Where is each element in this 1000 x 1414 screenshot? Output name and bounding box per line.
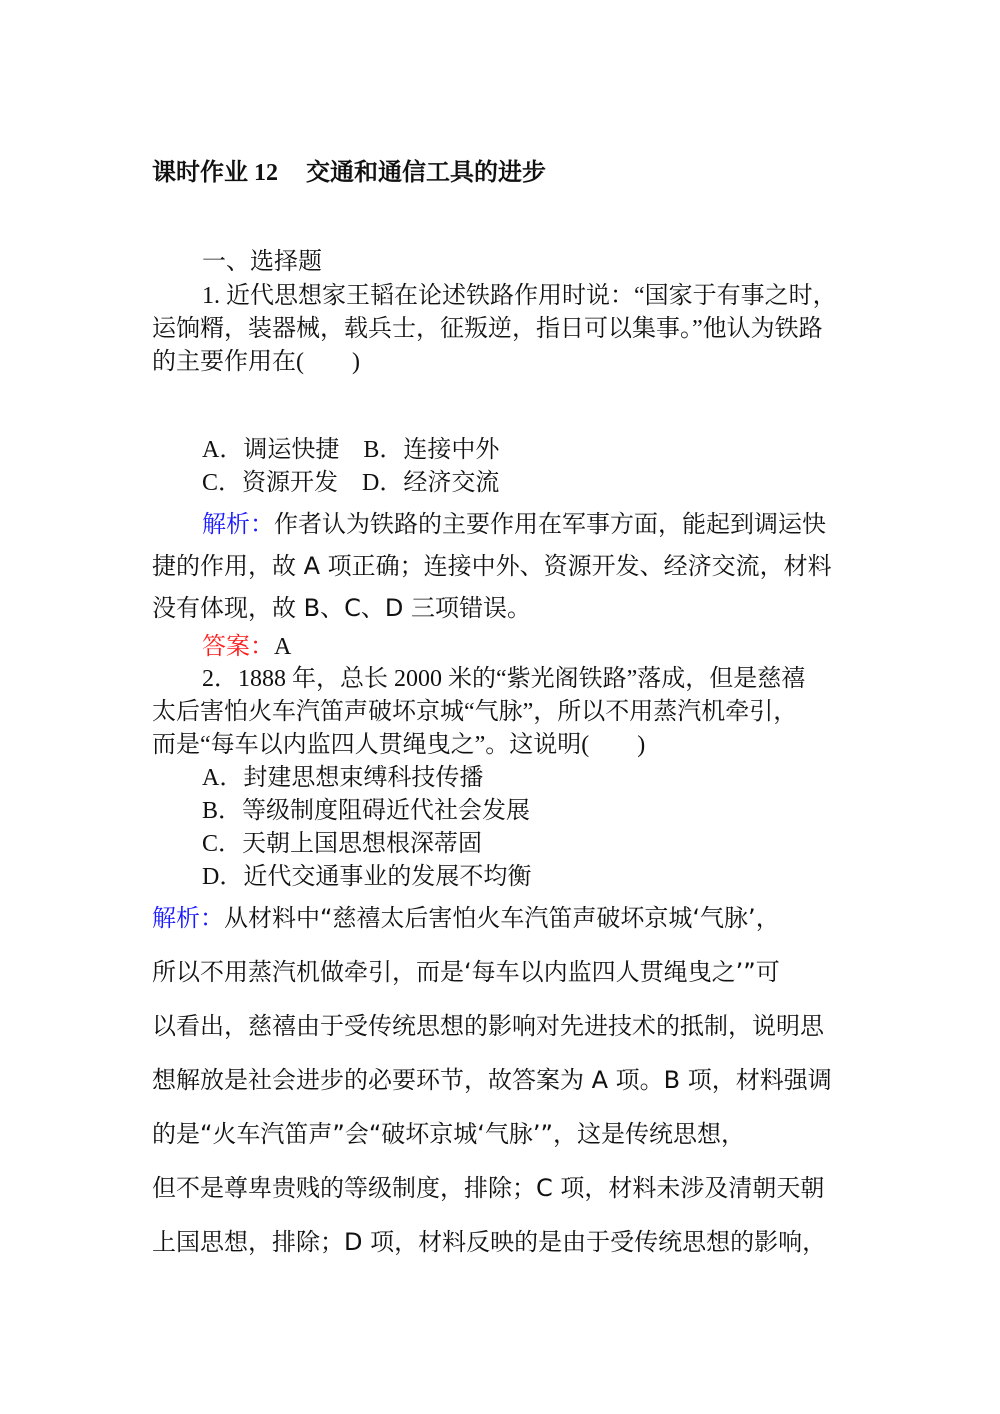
q2-analysis-line [152,902,780,934]
analysis-label: 解析： [152,904,224,932]
analysis-text: 从材料中“慈禧太后害怕火车汽笛声破坏京城‘气脉’， [224,904,780,932]
title-number: 12 [254,160,278,186]
q2-analysis-line: 但不是尊卑贵贱的等级制度，排除；C 项，材料未涉及清朝天朝 [152,1174,825,1202]
q2-analysis-line: 所以不用蒸汽机做牵引，而是‘每车以内监四人贯绳曳之’”可 [152,958,780,986]
q1-analysis-line: 捷的作用，故 A 项正确；连接中外、资源开发、经济交流，材料 [152,552,832,580]
q1-analysis-line [202,508,826,540]
answer-label: 答案： [202,632,274,660]
q1-stem-line: 1. 近代思想家王韬在论述铁路作用时说：“国家于有事之时， [202,283,837,309]
q1-stem-line: 运饷糈，装器械，载兵士，征叛逆，指日可以集事。”他认为铁路 [152,316,823,342]
q2-option-b: B．等级制度阻碍近代社会发展 [202,798,531,824]
q2-option-d: D．近代交通事业的发展不均衡 [202,864,532,890]
q2-analysis-line: 上国思想，排除；D 项，材料反映的是由于受传统思想的影响， [152,1228,827,1256]
q1-stem-line: 的主要作用在( ) [152,349,360,375]
q1-analysis-line: 没有体现，故 B、C、D 三项错误。 [152,594,531,622]
q1-options-line: A．调运快捷 B．连接中外 [202,437,500,463]
section-heading: 一、选择题 [202,249,322,275]
q1-options-line: C．资源开发 D．经济交流 [202,470,500,496]
answer-value: A [274,634,292,660]
page-title [152,152,546,187]
q2-stem-line: 2．1888 年，总长 2000 米的“紫光阁铁路”落成，但是慈禧 [202,666,806,692]
q2-stem-line: 而是“每车以内监四人贯绳曳之”。这说明( ) [152,732,646,758]
q2-stem-line: 太后害怕火车汽笛声破坏京城“气脉”，所以不用蒸汽机牵引， [152,699,798,725]
analysis-text: 作者认为铁路的主要作用在军事方面，能起到调运快 [274,510,826,538]
q2-analysis-line: 以看出，慈禧由于受传统思想的影响对先进技术的抵制，说明思 [152,1012,824,1040]
q2-option-c: C．天朝上国思想根深蒂固 [202,831,483,857]
title-prefix: 课时作业 [152,158,248,186]
q2-analysis-line: 的是“火车汽笛声”会“破坏京城‘气脉’”，这是传统思想， [152,1120,745,1148]
q2-analysis-line: 想解放是社会进步的必要环节，故答案为 A 项。B 项，材料强调 [152,1066,832,1094]
title-topic: 交通和通信工具的进步 [306,158,546,186]
q1-answer [202,630,291,663]
q2-option-a: A．封建思想束缚科技传播 [202,765,484,791]
analysis-label: 解析： [202,510,274,538]
